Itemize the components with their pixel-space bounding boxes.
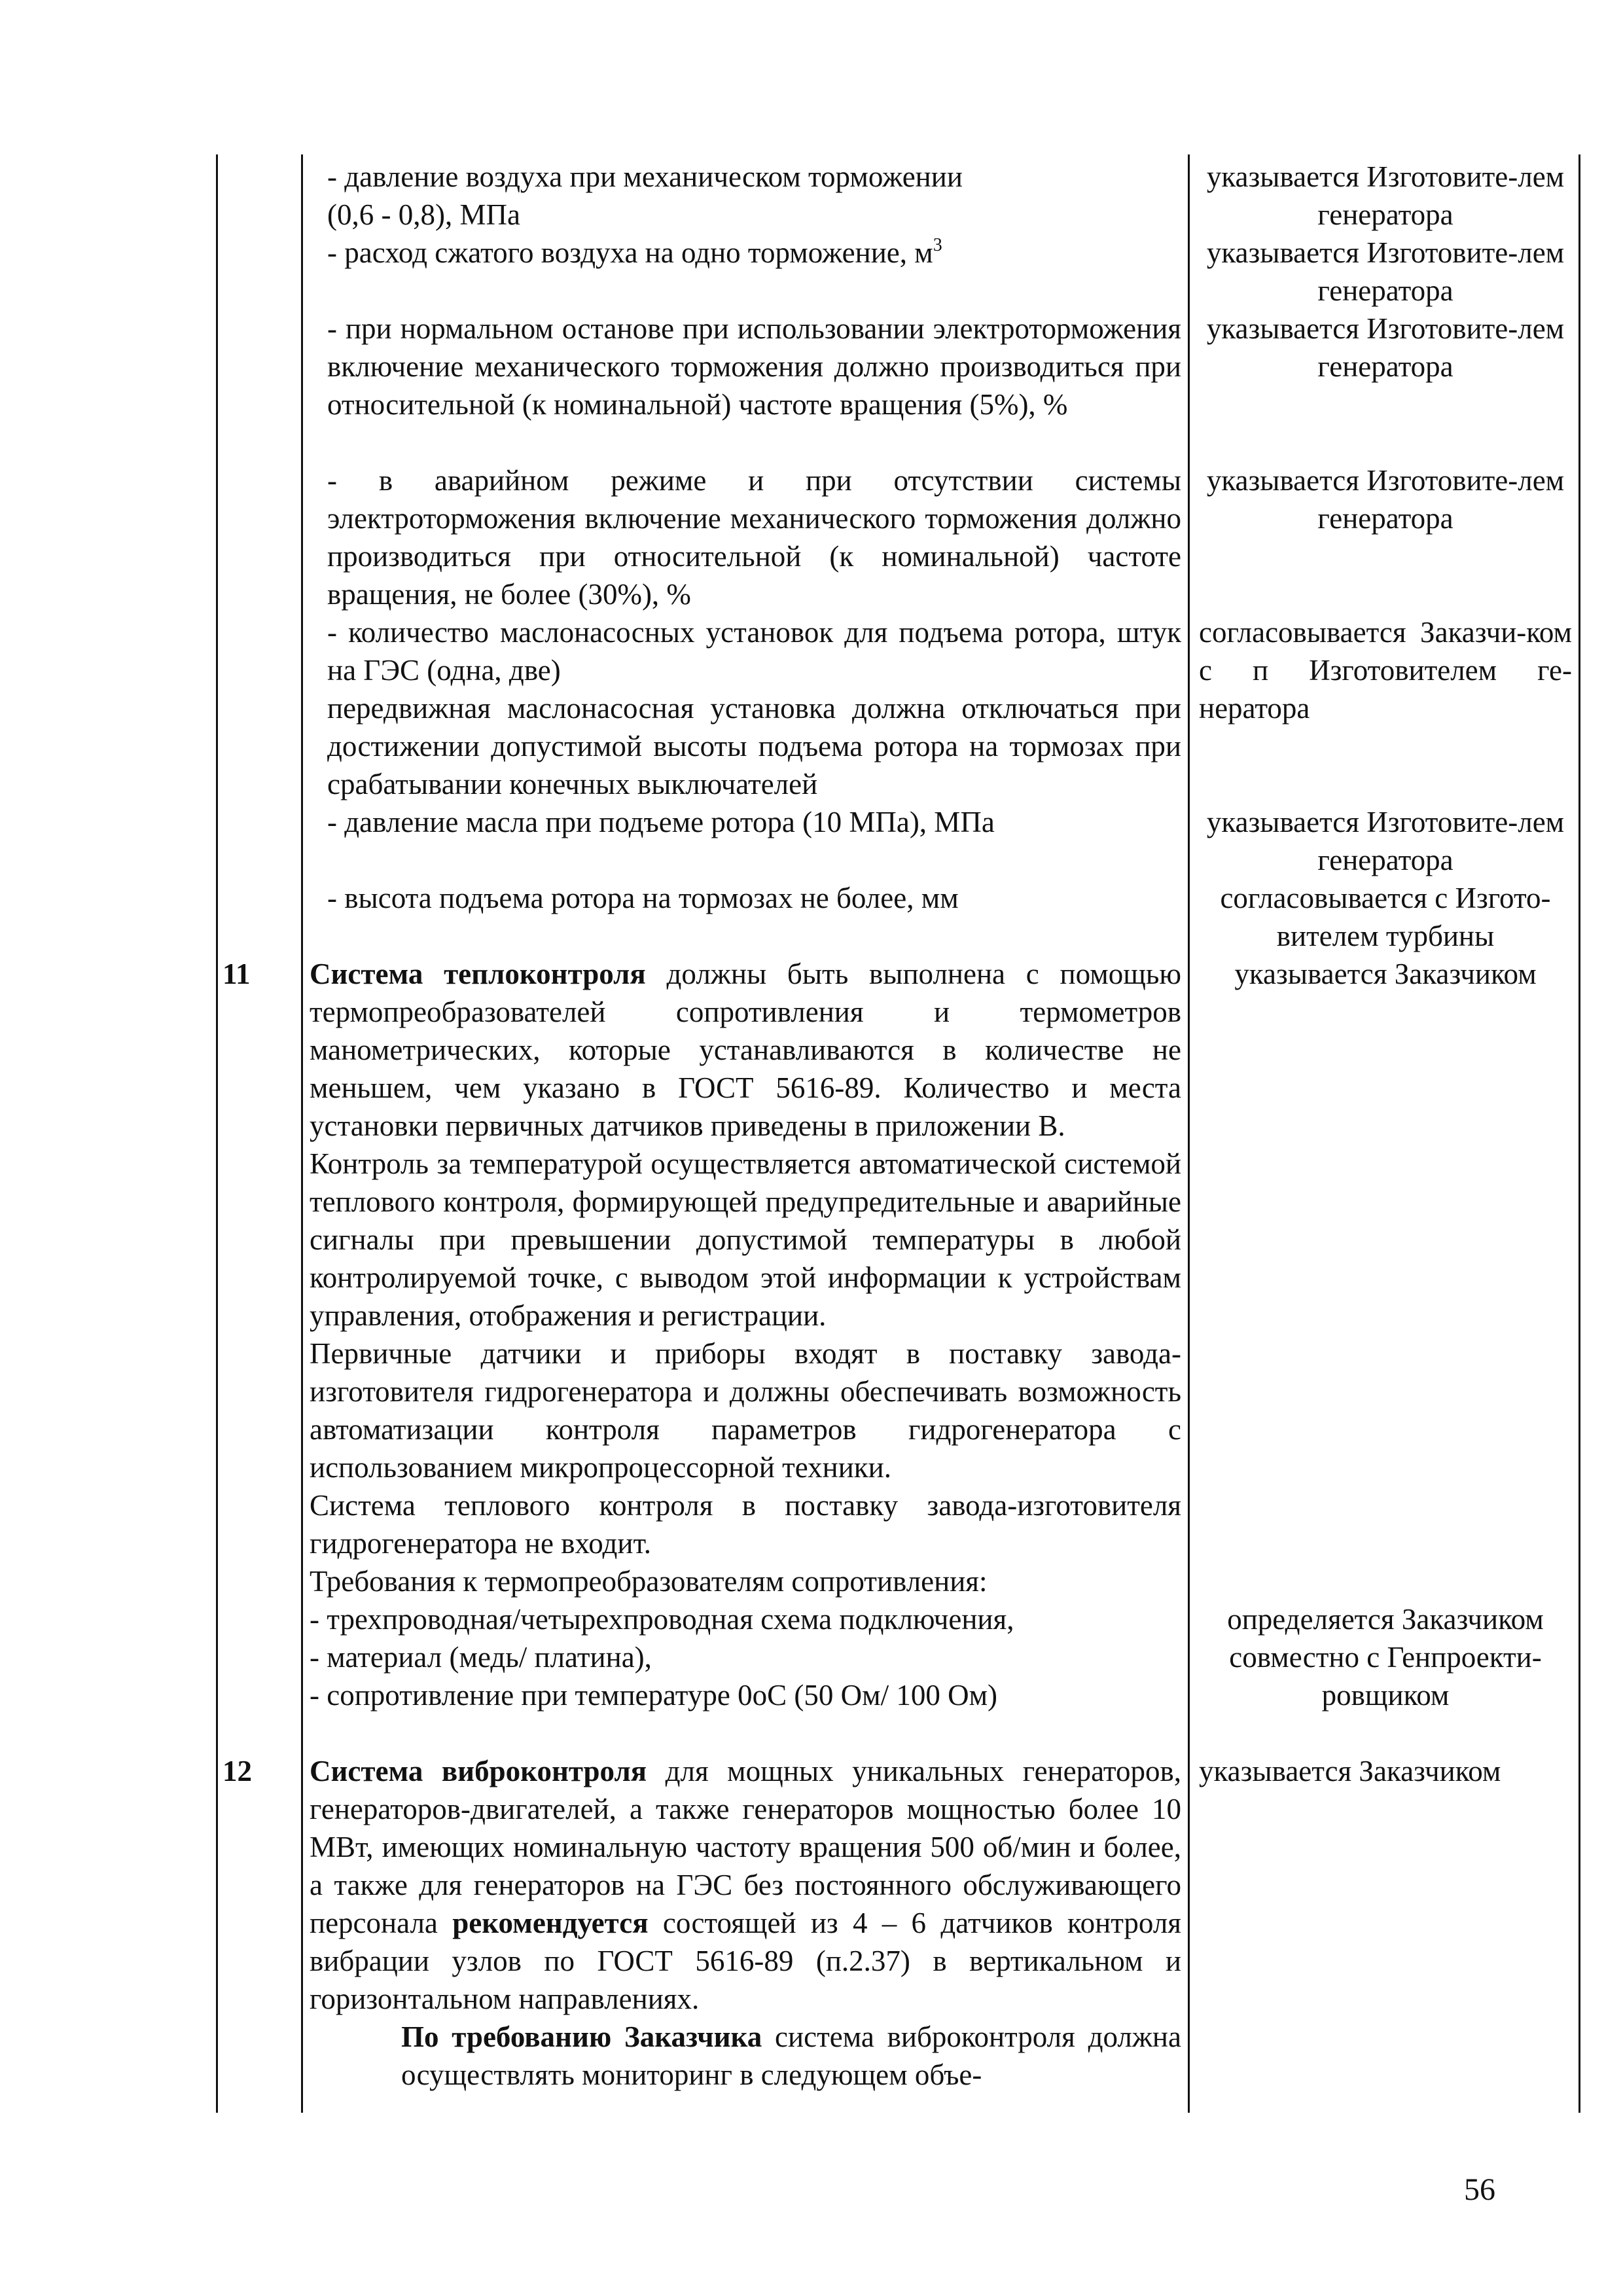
row-note: указывается Изготовите-лем генератора — [1206, 464, 1565, 535]
row-note: указывается Изготовите-лем генератора — [1206, 236, 1565, 307]
row-note: согласовывается с Изгото-вителем турбины — [1220, 882, 1551, 952]
row-description: - при нормальном останове при использовании электроторможения включение механического торможения должно производиться при относительной (к номинальной) частоте вращения (5%), % — [327, 312, 1181, 421]
item-11-note-2: определяется Заказчиком совместно с Генпроекти-ровщиком — [1227, 1603, 1544, 1712]
row-note: указывается Изготовите-лем генератора — [1206, 160, 1565, 231]
row-note: согласовывается Заказчи-ком с п Изготовителем ге-нератора — [1199, 616, 1572, 725]
row-description: - давление воздуха при механическом торможении (0,6 - 0,8), МПа — [327, 160, 963, 231]
item-12-note: указывается Заказчиком — [1199, 1755, 1501, 1787]
table-border-right — [1578, 154, 1580, 2113]
row-description: - в аварийном режиме и при отсутствии системы электроторможения включение механического торможения должно производиться при относительной (к номинальной) частоте вращения, не более (30%), % — [327, 464, 1181, 611]
row-description: - давление масла при подъеме ротора (10 МПа), МПа — [327, 806, 995, 838]
row-description: - высота подъема ротора на тормозах не более, мм — [327, 882, 959, 914]
row-description: - расход сжатого воздуха на одно торможение, $м^3$ — [327, 235, 942, 269]
row-note: указывается Изготовите-лем генератора — [1206, 806, 1565, 876]
page-number: 56 — [1464, 2172, 1495, 2207]
table-border-num — [301, 154, 303, 2113]
item-12-description: Система виброконтроля для мощных уникальных генераторов, генераторов-двигателей, а также генераторов мощностью более 10 МВт, имеющих номинальную частоту вращения 500 об/мин и более, а также для генераторов на ГЭС без постоянного обслуживающего персонала рекомендуется состоящей из 4 – 6 датчиков контроля вибрации узлов по ГОСТ 5616-89 (п.2.37) в вертикальном и горизонтальном направлениях. По требованию Заказчика система виброконтроля должна осуществлять мониторинг в следующем объе- — [310, 1755, 1181, 2091]
table-border-desc — [1188, 154, 1190, 2113]
row-description: - количество маслонасосных установок для подъема ротора, штук на ГЭС (одна, две) передвижная маслонасосная установка должна отключаться при достижении допустимой высоты подъема ротора на тормозах при срабатывании конечных выключателей — [327, 616, 1181, 800]
item-title: Система теплоконтроля — [310, 958, 646, 990]
item-11-note: указывается Заказчиком — [1234, 958, 1537, 990]
item-number: 12 — [223, 1755, 252, 1787]
row-note: указывается Изготовите-лем генератора — [1206, 312, 1565, 383]
item-number: 11 — [223, 958, 251, 990]
item-11-description: Система теплоконтроля должны быть выполнена с помощью термопреобразователей сопротивления и термометров манометрических, которые устанавливаются в количестве не меньшем, чем указано в ГОСТ 5616-89. Количество и места установки первичных датчиков приведены в приложении В. Контроль за температурой осуществляется автоматической системой теплового контроля, формирующей предупредительные и аварийные сигналы при превышении допустимой температуры в любой контролируемой точке, с выводом этой информации к устройствам управления, отображения и регистрации. Первичные датчики и приборы входят в поставку завода-изготовителя гидрогенератора и должны обеспечивать возможность автоматизации контроля параметров гидрогенератора с использованием микропроцессорной техники. Система теплового контроля в поставку завода-изготовителя гидрогенератора не входит. Требования к термопреобразователям сопротивления: - трехпроводная/четырехпроводная схема подключения, - материал (медь/ платина), - сопротивление при температуре 0оС (50 Ом/ 100 Ом) — [310, 958, 1181, 1712]
table-border-left — [216, 154, 218, 2113]
item-title: Система виброконтроля — [310, 1755, 647, 1787]
